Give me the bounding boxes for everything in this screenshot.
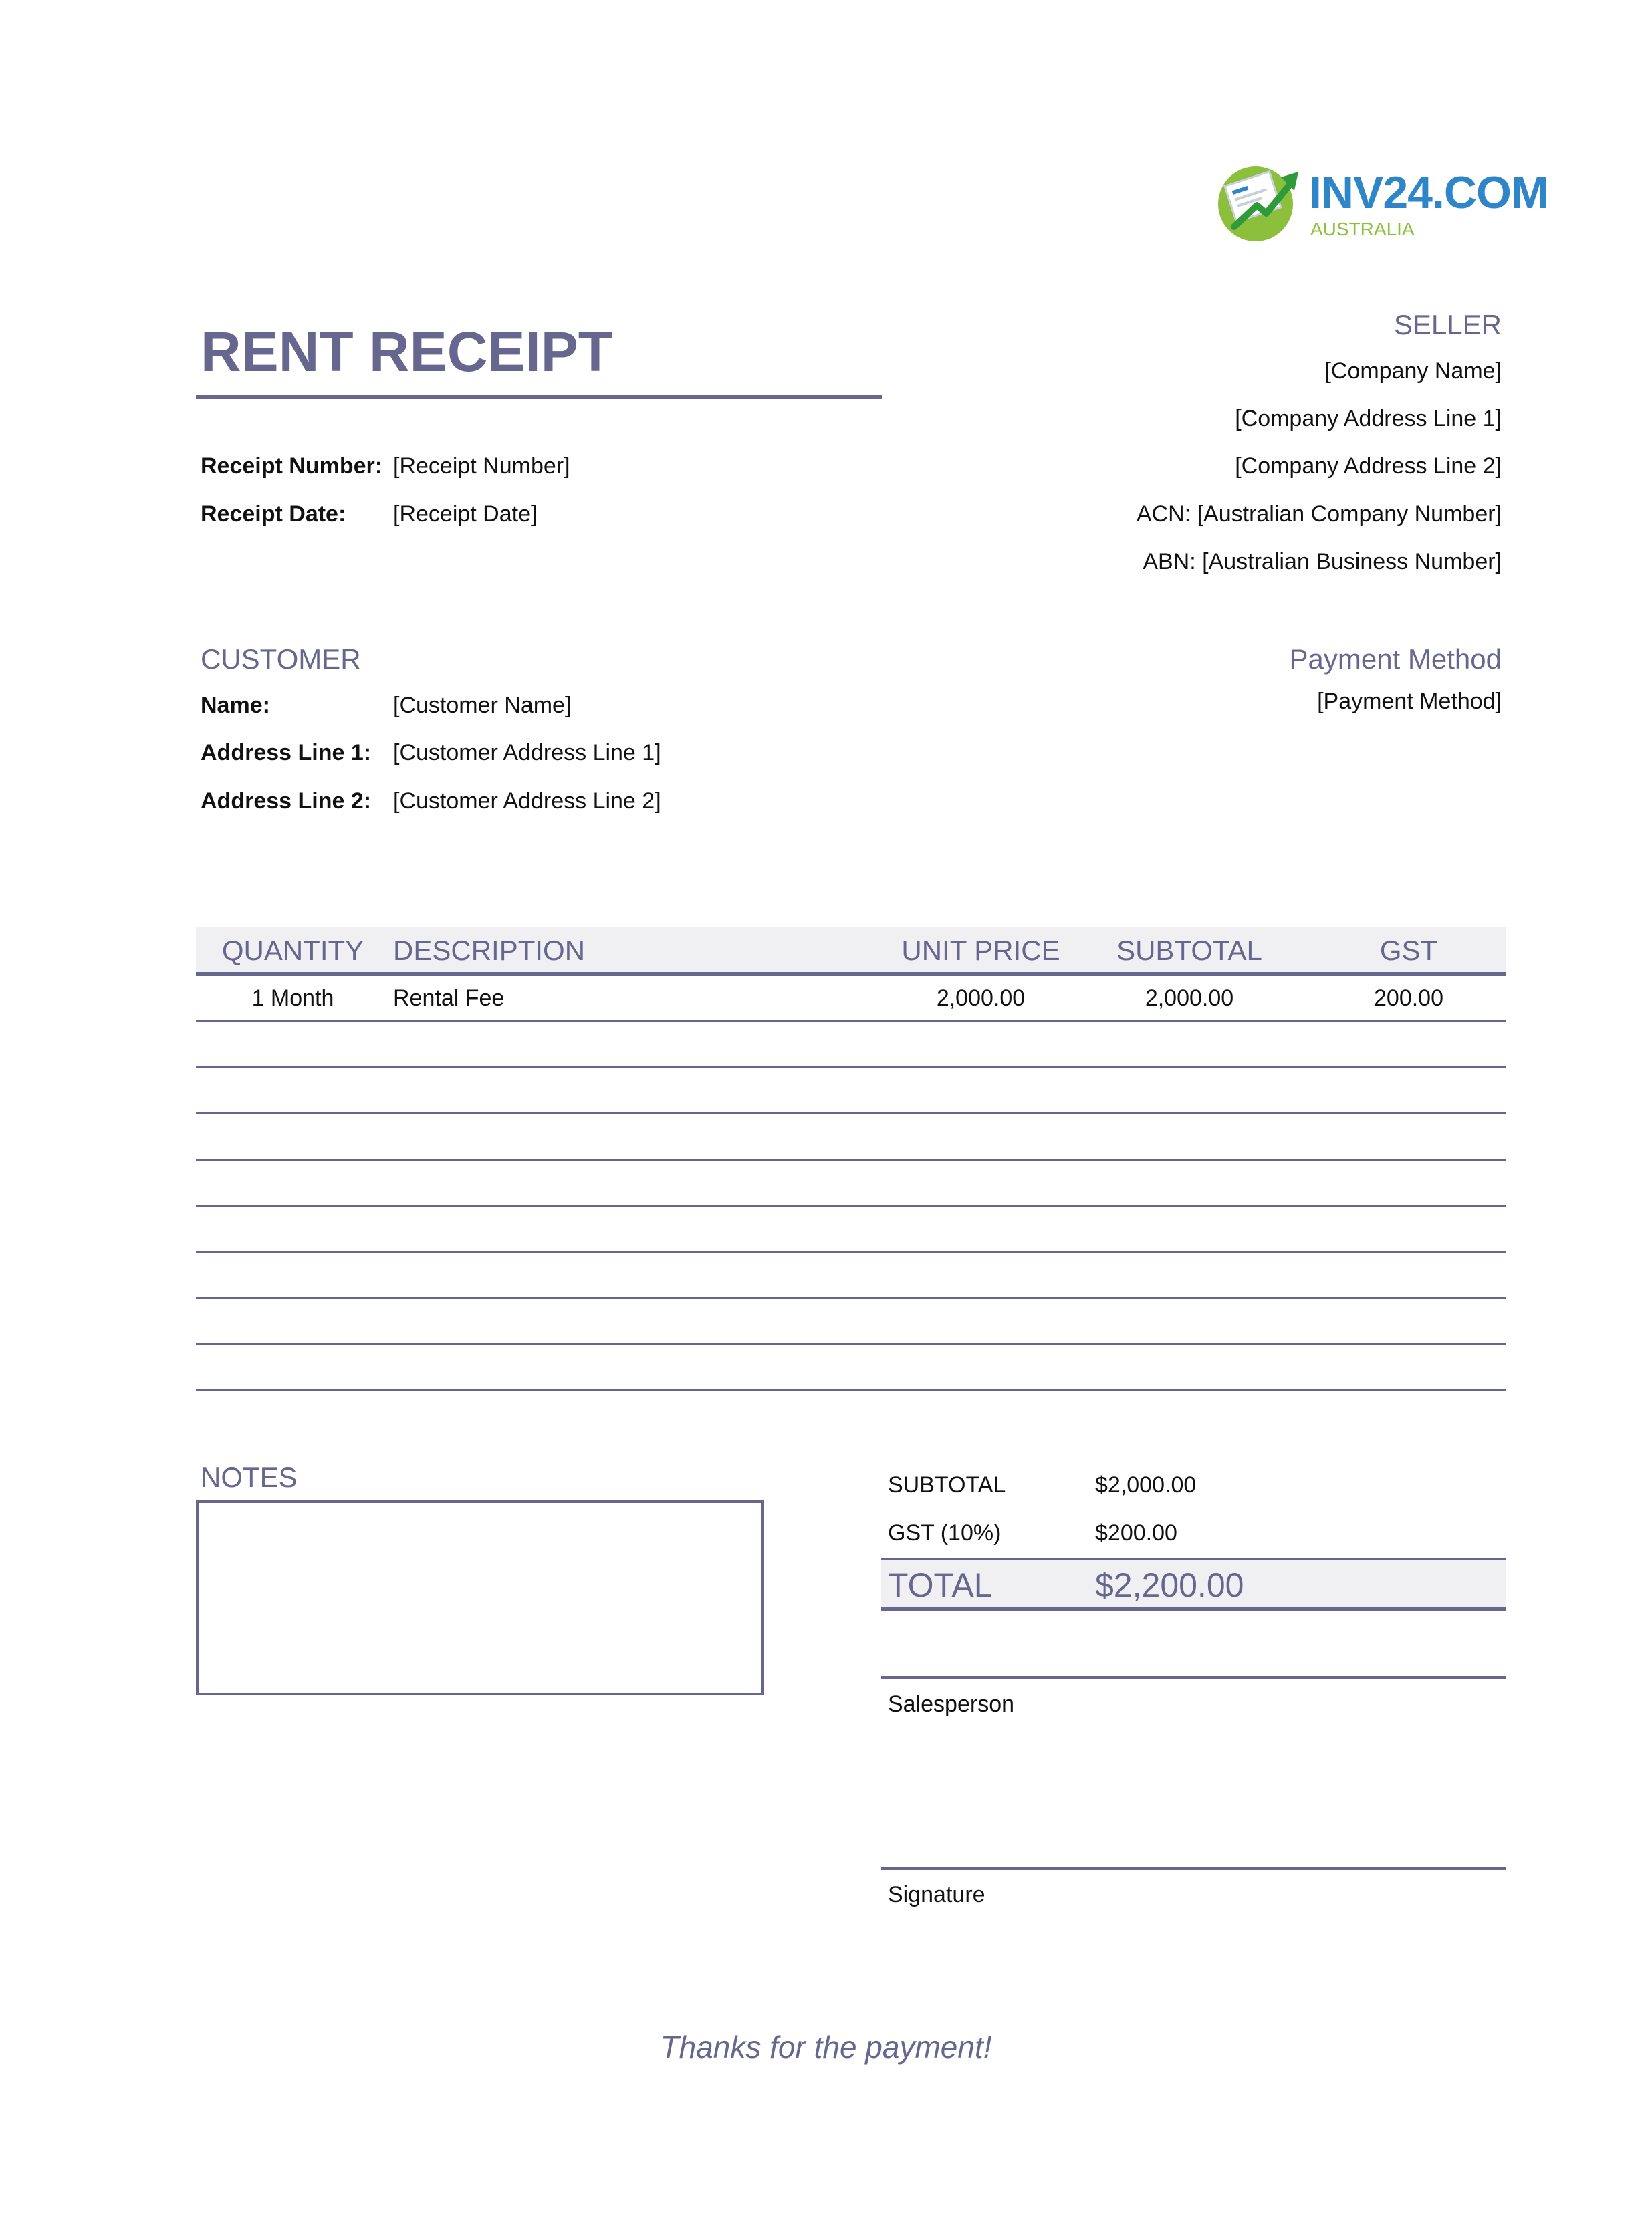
- invoice-growth-logo-icon: [1215, 157, 1302, 244]
- totals-block: [881, 1461, 1506, 1611]
- seller-company-name: [Company Name]: [1324, 358, 1502, 384]
- seller-abn: ABN: [Australian Business Number]: [1143, 549, 1502, 574]
- header-unit-price: UNIT PRICE: [901, 935, 1060, 966]
- receipt-date-label: Receipt Date:: [201, 501, 346, 527]
- payment-method-heading: Payment Method: [1289, 643, 1502, 675]
- total-label: TOTAL: [888, 1566, 993, 1604]
- cell-description: Rental Fee: [393, 985, 505, 1011]
- title-underline: [196, 395, 882, 399]
- company-logo: [1215, 157, 1548, 244]
- line-items-table: [196, 927, 1506, 1391]
- customer-address-2-label: Address Line 2:: [201, 788, 372, 814]
- customer-address-1-label: Address Line 1:: [201, 740, 372, 766]
- table-row: [196, 1207, 1506, 1253]
- subtotal-label: SUBTOTAL: [888, 1472, 1006, 1498]
- gst-label: GST (10%): [888, 1520, 1001, 1546]
- subtotal-row: [881, 1461, 1506, 1510]
- total-row: [881, 1558, 1506, 1611]
- notes-heading: NOTES: [201, 1461, 298, 1493]
- header-quantity: QUANTITY: [221, 935, 364, 966]
- header-subtotal: SUBTOTAL: [1116, 935, 1262, 966]
- logo-brand-text: INV24.COM: [1309, 167, 1548, 218]
- cell-subtotal: 2,000.00: [1145, 985, 1234, 1011]
- table-row: [196, 1022, 1506, 1068]
- salesperson-label: Salesperson: [888, 1691, 1015, 1717]
- receipt-date-value: [Receipt Date]: [393, 501, 538, 527]
- cell-gst: 200.00: [1374, 985, 1443, 1011]
- customer-name-value: [Customer Name]: [393, 693, 572, 718]
- table-row: [196, 1068, 1506, 1114]
- cell-quantity: 1 Month: [251, 985, 334, 1011]
- seller-address-line-1: [Company Address Line 1]: [1235, 406, 1502, 431]
- gst-row: [881, 1510, 1506, 1558]
- table-row: [196, 1253, 1506, 1299]
- table-row: [196, 976, 1506, 1022]
- payment-method-value: [Payment Method]: [1317, 689, 1502, 714]
- logo-sub-text: AUSTRALIA: [1310, 219, 1415, 239]
- subtotal-value: $2,000.00: [1095, 1472, 1197, 1498]
- header-description: DESCRIPTION: [393, 935, 586, 966]
- total-value: $2,200.00: [1095, 1566, 1244, 1604]
- signature-label: Signature: [888, 1882, 985, 1907]
- customer-name-label: Name:: [201, 693, 270, 718]
- thank-you-message: Thanks for the payment!: [660, 2030, 992, 2065]
- cell-unit-price: 2,000.00: [936, 985, 1026, 1011]
- table-row: [196, 1114, 1506, 1161]
- receipt-number-label: Receipt Number:: [201, 453, 383, 479]
- customer-heading: CUSTOMER: [201, 643, 361, 675]
- salesperson-line: [881, 1676, 1506, 1679]
- table-row: [196, 1161, 1506, 1207]
- signature-line: [881, 1867, 1506, 1870]
- gst-value: $200.00: [1095, 1520, 1177, 1546]
- header-gst: GST: [1379, 935, 1438, 966]
- seller-heading: SELLER: [1393, 309, 1502, 340]
- seller-address-line-2: [Company Address Line 2]: [1235, 453, 1502, 479]
- customer-address-2-value: [Customer Address Line 2]: [393, 788, 661, 814]
- page-title: RENT RECEIPT: [201, 320, 613, 383]
- table-header: [196, 927, 1506, 976]
- table-row: [196, 1345, 1506, 1391]
- notes-box: [196, 1500, 764, 1695]
- table-row: [196, 1299, 1506, 1345]
- receipt-number-value: [Receipt Number]: [393, 453, 570, 479]
- seller-acn: ACN: [Australian Company Number]: [1136, 501, 1502, 527]
- customer-address-1-value: [Customer Address Line 1]: [393, 740, 661, 766]
